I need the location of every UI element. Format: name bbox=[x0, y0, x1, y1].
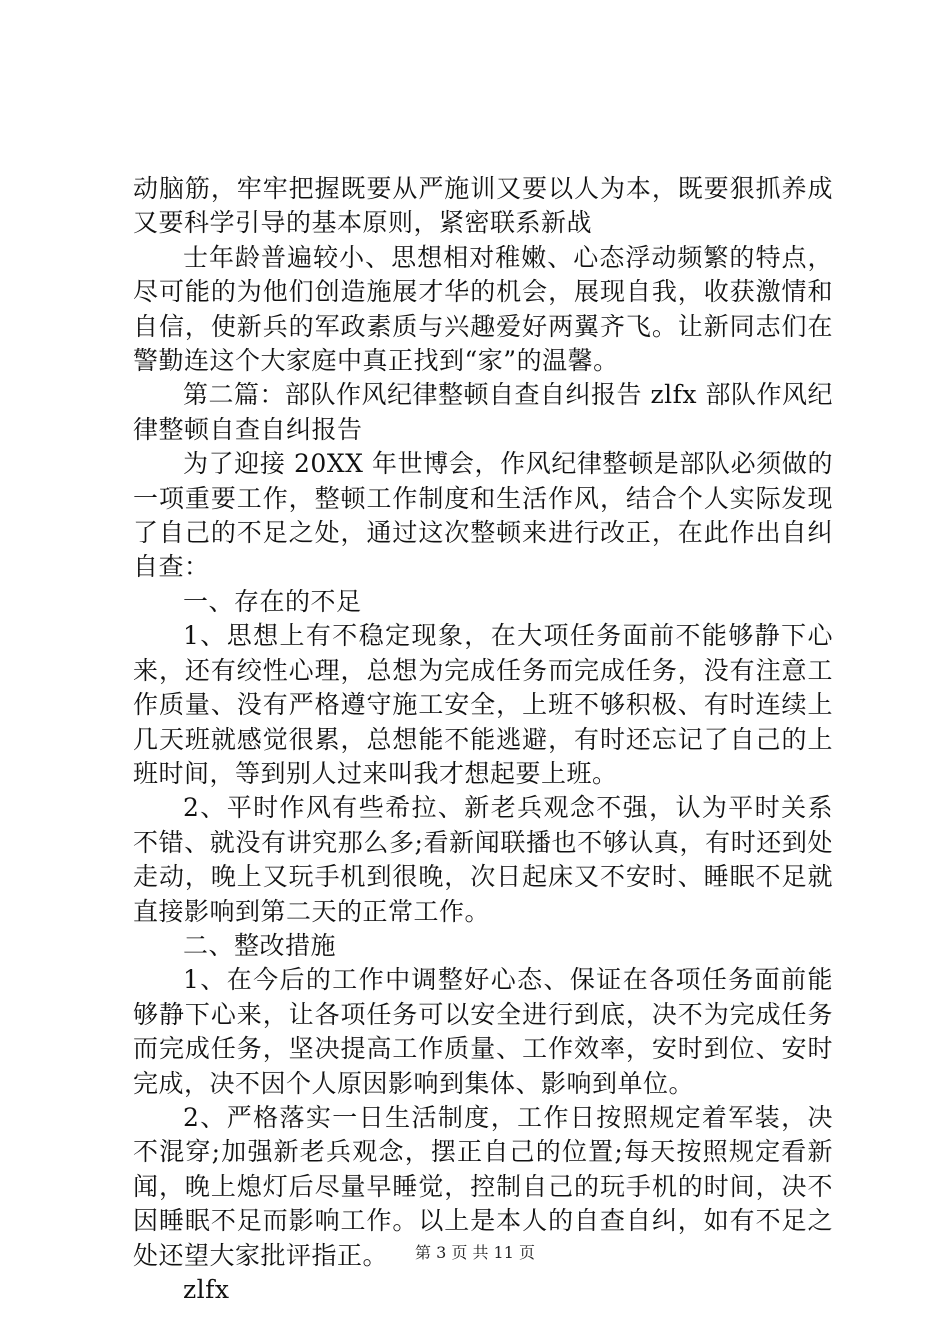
heading-shortcomings: 一、存在的不足 bbox=[183, 586, 362, 616]
paragraph-shortcoming-2: 2、平时作风有些希拉、新老兵观念不强，认为平时关系不错、就没有讲究那么多;看新闻联播也不够认真，有时还到处走动，晚上又玩手机到很晚，次日起床又不安时、睡眠不足就直接影响到第二天的正常工作。 bbox=[133, 793, 833, 926]
page-number-footer: 第 3 页 共 11 页 bbox=[415, 1243, 535, 1262]
paragraph-signature: zlfx bbox=[183, 1275, 230, 1304]
paragraph-continuation: 动脑筋，牢牢把握既要从严施训又要以人为本，既要狠抓养成又要科学引导的基本原则，紧密联系新战 bbox=[133, 174, 833, 238]
paragraph-measure-2: 2、严格落实一日生活制度，工作日按照规定着军装，决不混穿;加强新老兵观念，摆正自己的位置;每天按照规定看新闻，晚上熄灯后尽量早睡觉，控制自己的玩手机的时间，决不因睡眠不足而影响工作。以上是本人的自查自纠，如有不足之处还望大家批评指正。 bbox=[133, 1102, 833, 1270]
paragraph-measure-1: 1、在今后的工作中调整好心态、保证在各项任务面前能够静下心来，让各项任务可以安全进行到底，决不为完成任务而完成任务，坚决提高工作质量、工作效率，安时到位、安时完成，决不因个人原因影响到集体、影响到单位。 bbox=[133, 965, 833, 1098]
section-heading-part-two: 第二篇：部队作风纪律整顿自查自纠报告 zlfx 部队作风纪律整顿自查自纠报告 bbox=[133, 380, 833, 444]
document-body bbox=[133, 172, 833, 1307]
paragraph-new-soldiers: 士年龄普遍较小、思想相对稚嫩、心态浮动频繁的特点，尽可能的为他们创造施展才华的机会，展现自我，收获激情和自信，使新兵的军政素质与兴趣爱好两翼齐飞。让新同志们在警勤连这个大家庭中真正找到“家”的温馨。 bbox=[133, 242, 833, 376]
heading-rectification: 二、整改措施 bbox=[183, 930, 337, 960]
paragraph-shortcoming-1: 1、思想上有不稳定现象，在大项任务面前不能够静下心来，还有绞性心理，总想为完成任务而完成任务，没有注意工作质量、没有严格遵守施工安全，上班不够积极、有时连续上几天班就感觉很累，总想能不能逃避，有时还忘记了自己的上班时间，等到别人过来叫我才想起要上班。 bbox=[133, 621, 833, 788]
paragraph-intro: 为了迎接 20XX 年世博会，作风纪律整顿是部队必须做的一项重要工作，整顿工作制度和生活作风，结合个人实际发现了自己的不足之处，通过这次整顿来进行改正，在此作出自纠自查： bbox=[133, 449, 833, 582]
